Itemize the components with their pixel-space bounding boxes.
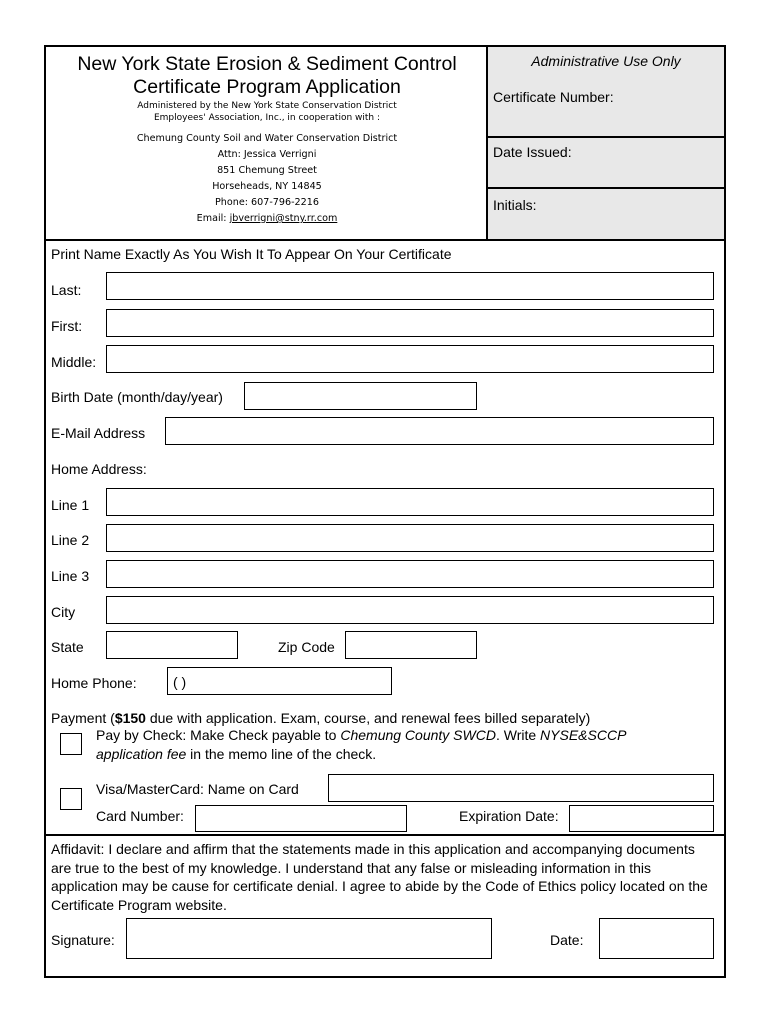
card-number-input[interactable] — [195, 805, 407, 832]
city-input[interactable] — [106, 596, 714, 624]
address-city: Horseheads, NY 14845 — [212, 181, 322, 192]
administered-by — [46, 100, 488, 124]
address-line2-label: Line 2 — [51, 532, 90, 548]
state-label: State — [51, 639, 84, 655]
administered-line2: Employees' Association, Inc., in cooperation with : — [153, 113, 381, 123]
email-link[interactable]: jbverrigni@stny.rr.com — [229, 213, 338, 224]
signature-date-input[interactable] — [599, 918, 714, 959]
form-title-line2: Certificate Program Application — [133, 76, 401, 98]
address-line2-input[interactable] — [106, 524, 714, 552]
home-address-label: Home Address: — [51, 461, 147, 477]
first-name-label: First: — [51, 318, 83, 334]
home-phone-input[interactable] — [167, 667, 392, 695]
certificate-number-label: Certificate Number: — [493, 89, 614, 105]
birth-date-label: Birth Date (month/day/year) — [51, 389, 223, 405]
initials-label: Initials: — [493, 197, 537, 213]
name-on-card-label: Visa/MasterCard: Name on Card — [96, 781, 299, 797]
signature-date-label: Date: — [550, 932, 584, 948]
check-post: in the memo line of the check. — [186, 745, 377, 762]
signature-label: Signature: — [51, 932, 115, 948]
contact-address — [46, 131, 488, 227]
visa-mastercard-checkbox[interactable] — [60, 788, 82, 810]
address-line3-input[interactable] — [106, 560, 714, 588]
address-phone: Phone: 607-796-2216 — [215, 197, 319, 208]
middle-name-label: Middle: — [51, 354, 97, 370]
form-title-line1: New York State Erosion & Sediment Control — [77, 53, 457, 75]
administered-line1: Administered by the New York State Conservation District — [137, 101, 397, 111]
middle-name-input[interactable] — [106, 345, 714, 373]
check-payee: Chemung County SWCD — [340, 727, 496, 743]
address-street: 851 Chemung Street — [217, 165, 317, 176]
payment-intro-pre: Payment ( — [51, 710, 115, 726]
pay-by-check-checkbox[interactable] — [60, 733, 82, 755]
address-line1-label: Line 1 — [51, 497, 90, 513]
address-line1-input[interactable] — [106, 488, 714, 516]
last-name-input[interactable] — [106, 272, 714, 300]
address-email-row — [46, 211, 488, 227]
payment-intro-post: due with application. Exam, course, and renewal fees billed separately) — [145, 710, 591, 726]
pay-by-check-text — [96, 726, 696, 763]
signature-input[interactable] — [126, 918, 492, 959]
payment-intro — [51, 710, 590, 726]
date-issued-cell[interactable] — [488, 138, 724, 187]
payment-amount: $150 — [114, 710, 146, 726]
state-input[interactable] — [106, 631, 238, 659]
email-address-input[interactable] — [165, 417, 714, 445]
last-name-label: Last: — [51, 282, 82, 298]
header-bottom-divider — [46, 239, 724, 241]
birth-date-input[interactable] — [244, 382, 477, 410]
date-issued-label: Date Issued: — [493, 144, 572, 160]
affidavit-text: Affidavit: I declare and affirm that the statements made in this application and accompanying documents are true to the best of my knowledge. I understand that any false or misleading information in this application may be cause for certificate denial. I agree to abide by the Code of Ethics policy located on the Certificate Program website. — [51, 841, 708, 913]
check-pre: Pay by Check: Make Check payable to — [96, 727, 341, 743]
zip-code-label: Zip Code — [278, 639, 335, 655]
application-form — [44, 45, 726, 978]
home-phone-label: Home Phone: — [51, 675, 137, 691]
form-title — [46, 53, 488, 99]
affidavit-divider — [46, 834, 724, 836]
card-number-label: Card Number: — [96, 808, 184, 824]
email-address-label: E-Mail Address — [51, 425, 146, 441]
home-phone-value: ( ) — [173, 674, 187, 690]
expiration-date-input[interactable] — [569, 805, 714, 832]
first-name-input[interactable] — [106, 309, 714, 337]
certificate-number-cell[interactable] — [488, 47, 724, 136]
email-label: Email: — [196, 213, 230, 224]
address-attn: Attn: Jessica Verrigni — [217, 149, 317, 160]
expiration-date-label: Expiration Date: — [459, 808, 559, 824]
check-mid: . Write — [495, 727, 541, 743]
city-label: City — [51, 604, 76, 620]
zip-code-input[interactable] — [345, 631, 477, 659]
name-on-card-input[interactable] — [328, 774, 714, 802]
check-memo: NYSE&SCCP application fee — [96, 727, 626, 762]
initials-cell[interactable] — [488, 189, 724, 239]
print-name-instruction: Print Name Exactly As You Wish It To Appear On Your Certificate — [51, 246, 452, 262]
address-org: Chemung County Soil and Water Conservation District — [136, 133, 398, 144]
admin-use-title: Administrative Use Only — [531, 53, 681, 69]
address-line3-label: Line 3 — [51, 568, 90, 584]
